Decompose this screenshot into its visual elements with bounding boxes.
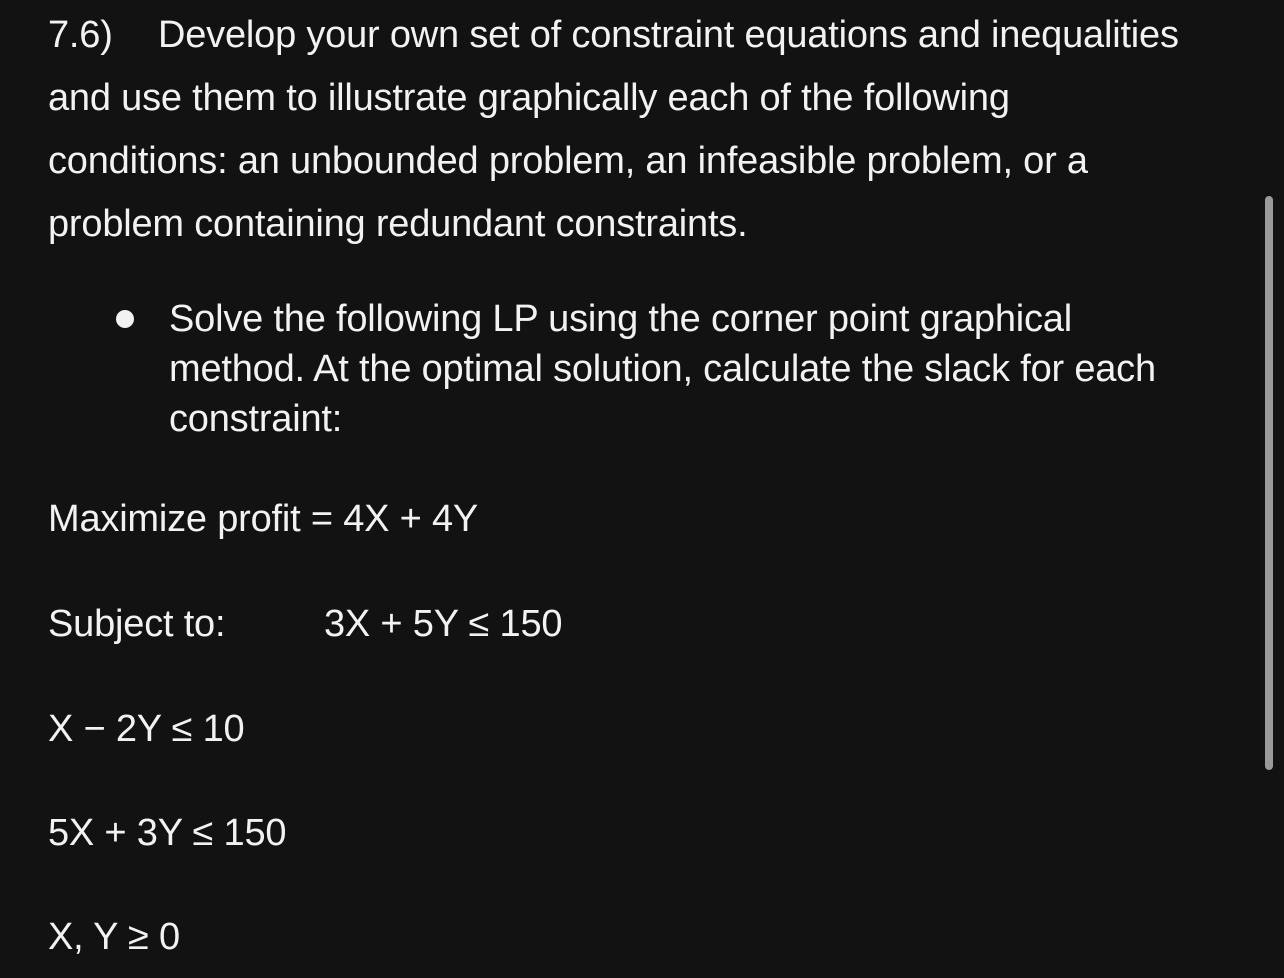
instruction-list bbox=[112, 294, 1192, 444]
constraint-1: 3X + 5Y ≤ 150 bbox=[324, 603, 563, 645]
constraint-2: X − 2Y ≤ 10 bbox=[48, 708, 245, 750]
instruction-text: Solve the following LP using the corner point graphical method. At the optimal solution, calculate the slack for each constraint: bbox=[169, 298, 1156, 440]
subject-to-row bbox=[48, 599, 563, 649]
list-item bbox=[112, 294, 1192, 444]
problem-number: 7.6) bbox=[48, 14, 113, 56]
constraint-3: 5X + 3Y ≤ 150 bbox=[48, 812, 287, 854]
nonnegativity-constraint: X, Y ≥ 0 bbox=[48, 916, 180, 958]
bullet-icon bbox=[116, 310, 134, 328]
problem-statement bbox=[48, 4, 1198, 256]
problem-text: Develop your own set of constraint equations and inequalities and use them to illustrate graphically each of the following conditions: an unbounded problem, an infeasible problem, or a problem containing redundant constraints. bbox=[48, 14, 1179, 245]
objective-function: Maximize profit = 4X + 4Y bbox=[48, 498, 479, 540]
subject-to-label: Subject to: bbox=[48, 603, 226, 645]
vertical-scrollbar[interactable] bbox=[1265, 196, 1273, 770]
